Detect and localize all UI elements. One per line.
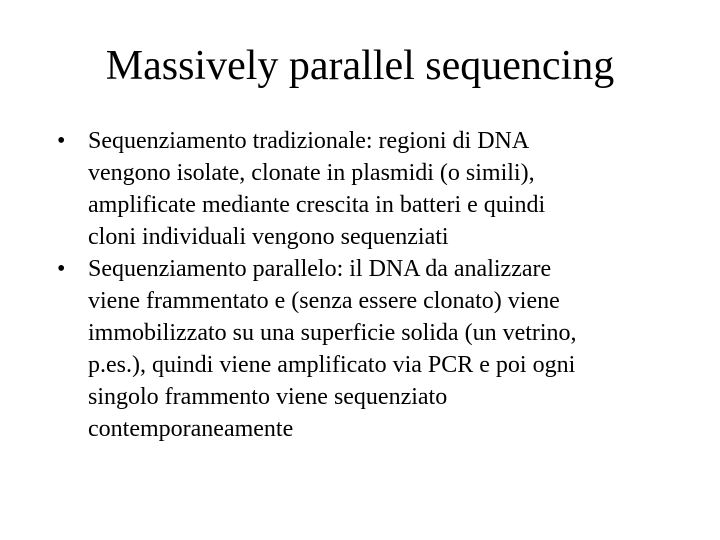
bullet-text-line: contemporaneamente: [88, 416, 294, 442]
slide-title: Massively parallel sequencing: [105, 43, 615, 89]
bullet-icon: •: [57, 256, 66, 282]
bullet-item-traditional: [52, 125, 682, 253]
bullet-text-line: immobilizzato su una superficie solida (un vetrino,: [88, 320, 577, 346]
bullet-text-line: viene frammentato e (senza essere clonato) viene: [88, 288, 560, 314]
bullet-icon: •: [57, 128, 66, 154]
bullet-text-line: Sequenziamento parallelo: il DNA da analizzare: [88, 256, 552, 282]
bullet-text-line: Sequenziamento tradizionale: regioni di DNA: [88, 128, 530, 154]
bullet-list: [52, 125, 682, 445]
bullet-text-line: cloni individuali vengono sequenziati: [88, 224, 449, 250]
bullet-text-line: amplificate mediante crescita in batteri e quindi: [88, 192, 546, 218]
bullet-text-line: singolo frammento viene sequenziato: [88, 384, 448, 410]
bullet-item-parallel: [52, 253, 682, 445]
bullet-text-line: p.es.), quindi viene amplificato via PCR e poi ogni: [88, 352, 576, 378]
bullet-text-line: vengono isolate, clonate in plasmidi (o simili),: [88, 160, 535, 186]
